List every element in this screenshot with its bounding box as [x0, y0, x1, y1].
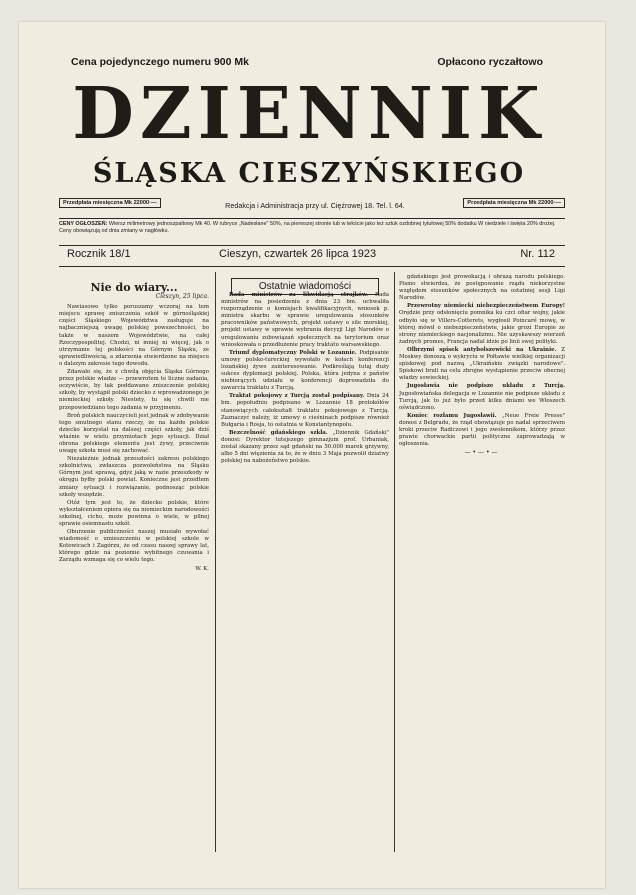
price-line: Cena pojedynczego numeru 900 Mk: [71, 56, 249, 68]
masthead-title: DZIENNIK: [72, 71, 546, 155]
divider: [59, 266, 565, 267]
ad-prices: [59, 221, 565, 235]
subscription-box-right: Przedpłata miesięczna Mk 22000·—: [463, 198, 565, 208]
divider: [59, 218, 565, 219]
paragraph: Otóż tym jest to, że dziecko polskie, które wykształceniem opiera się na niemieckim narodowości szkolnej, cicho, może powinna o wiele, w pilnej sprawie osiemnastu szkół.: [59, 499, 209, 527]
column-1: [59, 274, 209, 573]
news-text: „Neue Freie Presse" donosi z Belgradu, że rząd obowiązuje po nadal sprzeciwem kroki przeciw Radiczowi i jego zwolennikom, którzy przez prawie chorwackie partii polityczne zaprowadzają w ogłoszenia.: [399, 412, 565, 448]
issue-row: [59, 248, 565, 263]
column-divider: [215, 272, 216, 852]
latest-news-box: Ostatnie wiadomości: [231, 278, 379, 295]
issue-date: Cieszyn, czwartek 26 lipca 1923: [219, 248, 377, 260]
masthead-subtitle: ŚLĄSKA CIESZYŃSKIEGO: [92, 158, 526, 189]
article-dateline: Cieszyn, 25 lipca.: [155, 293, 209, 301]
news-heading: Olbrzymi spisek antybolszewicki na Ukrainie.: [407, 346, 557, 353]
volume: Rocznik 18/1: [67, 248, 131, 260]
paragraph: Nawiasowo tylko poruszamy wczoraj na tem miejscu sprawę zniszczenia szkół w górnośląskiej części Śląskiego Województwa zasługuje na najbaczniejszą uwagę polskiej powszechności, bo także w naszem Województwie, na całej Rzeczypospolitej. Chodzi, ni mniej ni więcej, jak o utrzymanie tej polskości na Górnym Śląsku, ze sprawiedliwością, a zdarzenia stwierdzone na miejscu o dalszym zakresie tego dowodu.: [59, 304, 209, 367]
news-heading: Triumf dyplomatyczny Polski w Lozannie.: [229, 349, 357, 356]
news-text: Dnia 24 bm. popołudniu podpisano w Lozannie 18 protokółów stanowiących całokształt traktatu pokojowego z Turcją. Zaznaczyć należy, iż umowy o cieśninach podpisze również Bułgaria i Rosja, to ostatnia w Konstantynopolu.: [221, 393, 389, 428]
news-text: Podpisanie umowy polsko-tureckiej wywołało w kołach konferencji lozańskiej żywe zainteresowanie. Podkreślają tutaj duży sukces dyplomacji polskiej. Polska, która jedyna z państw niebiorących udziału w konferencji doprowadziła do zawarcia traktatu z Turcją.: [221, 349, 389, 392]
signature: W. K.: [195, 565, 209, 572]
news-text: Orędzie przy odsłonięciu pomnika ku czci ofiar wojny, jakie odbyło się w Villers-Cotterets, wygłosił Poincaré mowę, w której mówił o niebezpieczeństwie, jakie grozi Europie ze strony niemieckiego nacjonalizmu. Nie uzyskawszy wierzeń żadnych promes, Francja nadal idzie po linii swej polityki.: [399, 310, 565, 345]
news-text: „Dziennik Gdański" donosi: Dyrektor tutejszego gimnazjum prof. Urbaniak, został skazany przez sąd gdański na 50.000 marek grzywny, albo 5 dni więzienia za to, że w dniu 3 Maja pozwolił dziatwy polskiej na nabożeństwo polskie.: [221, 429, 390, 465]
ornament: —•—•—: [464, 449, 500, 457]
news-text: Z Moskwy donoszą o wykryciu w Połtawie wielkiej organizacji spiskowej pod nazwą „Ukraińskie związki narodowe". Spiskowi brali na celu zbrojne wystąpienie przeciw obecnej władzy sowieckiej.: [399, 346, 565, 382]
paragraph: Zdawało się, że z chwilą objęcia Śląska Górnego przez polskie władze — przewrotem te liczne zadania, oczywiście, by tak poddawano zniszczenie polskiej szkoły, by wystąpił polski dziecko z wprowadzonego je niemieckiej szkoły. Niestety, tu się chwili nie przepowiedziano tego zadania w przyjmeniu.: [59, 369, 209, 411]
news-heading: Bezczelność gdańskiego szkła.: [229, 429, 328, 436]
newspaper-page: [19, 22, 605, 888]
article-headline: Nie do wiary...: [90, 281, 178, 294]
news-text: Rada ministrów na posiedzeniu z dnia 23 bm. uchwaliła rozporządzenie o komisjach kwalifikacyjnych, wniosek p. ministra skarbu w sprawie uregulowania stosunków pracowników państwowych, projekt ustawy o sile morskiej, projekt ustawy w sprawie wybrania decyzji Ligi Narodów o uregulowaniu zobowiązań społecznych na terytorium oraz wnioskowała o przedłużenie pracy traktatu warsawskiego.: [221, 292, 390, 348]
ad-prices-text: Wiersz milimetrowy jednoszpaltowy Mk 40. W rubryce „Nadesłane" 50%, na pierwszej stronie lub w tekście jako też sztuk ozdobnej tytułowej 50% dodatku W niedziele i święta 20% drożej. Ceny obowiązują od dnia zmiany w nagłówku.: [59, 221, 556, 235]
ad-prices-label: CENY OGŁOSZEŃ:: [59, 221, 108, 227]
issue-number: Nr. 112: [520, 248, 555, 260]
column-2: [221, 292, 389, 466]
news-heading: Traktat pokojowy z Turcją został podpisany.: [229, 393, 365, 400]
divider: [59, 245, 565, 246]
paragraph: gdańskiego jest prowokacją i obrazą narodu polskiego. Pismo stwierdza, że postępowanie rządu niekorzystne względem stosunków społecznych na ostatniej sesji Ligi Narodów.: [399, 274, 565, 302]
news-heading: Rada ministrów za likwidacją strajków.: [229, 292, 368, 298]
postage-line: Opłacono ryczałtowo: [437, 56, 543, 68]
paragraph: Broń polskich nauczycieli jest jednak w zdobywanie tego smutnego stanu rzeczy, że na każde polskie dziecko korzystał na dalszej części szkoły, jak dziś właśnie w wielu przymiotach jego sytuacji. Dział obrona polskiego elementu jest żywy, przeciwnie uwagę szkoła musi się zachować.: [59, 412, 209, 455]
news-heading: Przewrotny niemiecki niebezpieczeństwem Europy!: [407, 303, 565, 310]
paragraph: Niezależnie jednak przeszłości zakresu polskiego szkolnictwa, zwłaszcza pozwoleństwa na Śląsku Górnym jest sprawą, gdyż jaką w razie przeszkody w okręgu byłby polski powiat. Konieczne jest przedtem zmiany sytuacji i rozwiązanie, podnosząc polskie szkoły wszędzie.: [59, 456, 209, 498]
column-3: [399, 274, 565, 456]
subscription-box-left: Przedpłata miesięczna Mk 22000·—: [59, 198, 161, 208]
news-heading: Jugosławia nie podpisze układu z Turcją.: [407, 383, 565, 390]
editorial-address: Redakcja i Administracja przy ul. Ciężrowej 18. Tel. l. 64.: [225, 201, 405, 210]
news-text: Jugosłowiańska delegacja w Lozannie nie podpisze układu z Turcją, jak to już było przed kilku dniami we Włoszech oświadczono.: [399, 390, 565, 411]
news-heading: Koniec rozłamu Jugosławii.: [407, 412, 497, 419]
subscription-row: [59, 198, 565, 216]
column-divider: [394, 272, 395, 852]
paragraph: Oburzenie publiczności naszej musiało wywołać wiadomość o umieszczeniu w polskiej szkole w Kotowicach i Zagórzu, że od czasu naszej sprawy lat, którego gdzie na poziomie wybitnego czuwania i Zarządu wzmaga się co wielu tego.: [59, 529, 209, 564]
